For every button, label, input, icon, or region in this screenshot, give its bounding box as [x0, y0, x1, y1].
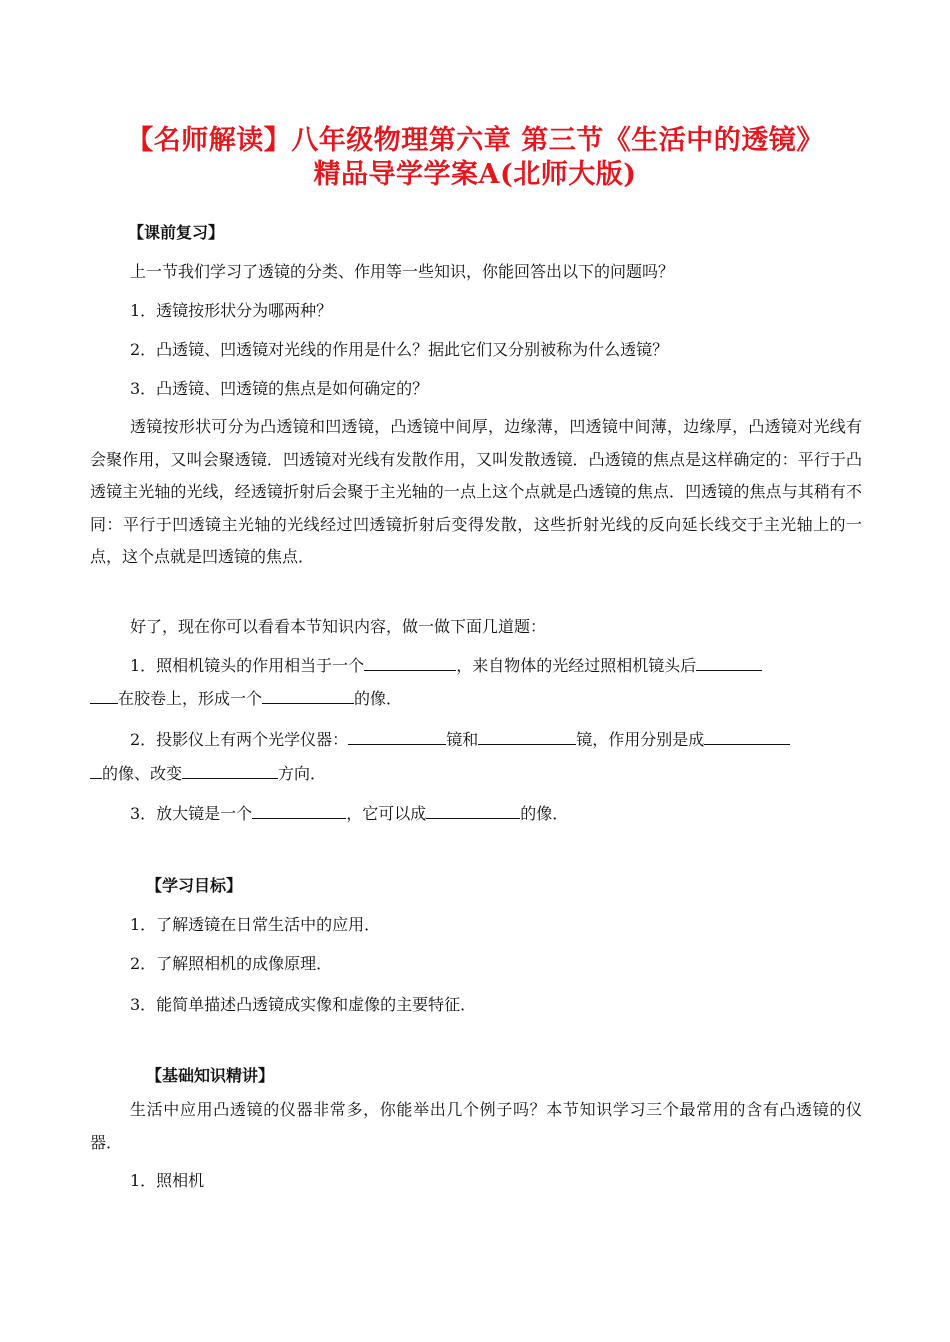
review-question-3: 3．凸透镜、凹透镜的焦点是如何确定的？: [130, 379, 429, 398]
exercise-2-text-d: 的像、改变: [102, 764, 183, 783]
exercise-2-text-e: 方向．: [278, 764, 327, 783]
review-question-1: 1．透镜按形状分为哪两种？: [130, 301, 333, 320]
answer-blank[interactable]: [696, 654, 762, 671]
basics-heading: 【基础知识精讲】: [146, 1066, 275, 1085]
goals-heading: 【学习目标】: [146, 876, 243, 895]
answer-blank[interactable]: [90, 687, 118, 704]
basics-paragraph: 生活中应用凸透镜的仪器非常多，你能举出几个例子吗？本节知识学习三个最常用的含有凸透镜的仪器．: [90, 1100, 862, 1152]
exercise-3: [130, 801, 568, 824]
answer-blank[interactable]: [478, 728, 576, 745]
exercise-3-text-b: ，它可以成: [346, 804, 427, 823]
review-intro: 上一节我们学习了透镜的分类、作用等一些知识，你能回答出以下的问题吗？: [130, 262, 675, 281]
answer-blank[interactable]: [426, 802, 520, 819]
exercise-1-line2: [90, 686, 402, 709]
review-question-2: 2．凸透镜、凹透镜对光线的作用是什么？据此它们又分别被称为什么透镜？: [130, 340, 669, 359]
exercise-2-line1: [130, 727, 790, 750]
basics-item-1: 1．照相机: [130, 1171, 205, 1190]
answer-blank[interactable]: [348, 728, 446, 745]
exercise-2-line2: [90, 761, 326, 784]
review-answer-paragraph: 透镜按形状可分为凸透镜和凹透镜，凸透镜中间厚，边缘薄，凹透镜中间薄，边缘厚，凸透镜对光线有会聚作用，又叫会聚透镜．凹透镜对光线有发散作用，又叫发散透镜．凸透镜的焦点是这样确定的：平行于凸透镜主光轴的光线，经透镜折射后会聚于主光轴的一点上这个点就是凸透镜的焦点．凹透镜的焦点与其稍有不同：平行于凹透镜主光轴的光线经过凹透镜折射后变得发散，这些折射光线的反向延长线交于主光轴上的一点，这个点就是凹透镜的焦点．: [90, 417, 862, 566]
exercise-1-text-c: 在胶卷上，形成一个: [118, 689, 263, 708]
exercise-1-text-a: 1．照相机镜头的作用相当于一个: [130, 656, 365, 675]
exercise-prompt: 好了，现在你可以看看本节知识内容，做一做下面几道题：: [130, 617, 547, 636]
review-heading: 【课前复习】: [128, 223, 225, 242]
exercise-3-text-c: 的像．: [520, 804, 569, 823]
answer-blank[interactable]: [262, 687, 354, 704]
exercise-1-text-b: ，来自物体的光经过照相机镜头后: [456, 656, 697, 675]
exercise-3-text-a: 3．放大镜是一个: [130, 804, 253, 823]
exercise-2-text-a: 2．投影仪上有两个光学仪器：: [130, 730, 349, 749]
document-title-line1: 【名师解读】八年级物理第六章 第三节《生活中的透镜》: [126, 125, 824, 156]
exercise-2-text-c: 镜，作用分别是成: [576, 730, 705, 749]
answer-blank[interactable]: [364, 654, 456, 671]
goal-3: 3．能简单描述凸透镜成实像和虚像的主要特征．: [130, 995, 477, 1014]
answer-blank[interactable]: [182, 762, 278, 779]
exercise-1-line1: [130, 653, 762, 676]
answer-blank[interactable]: [252, 802, 346, 819]
exercise-2-text-b: 镜和: [446, 730, 479, 749]
answer-blank[interactable]: [704, 728, 790, 745]
goal-1: 1．了解透镜在日常生活中的应用．: [130, 915, 381, 934]
goal-2: 2．了解照相机的成像原理．: [130, 954, 333, 973]
document-title-line2: 精品导学学案A(北师大版): [313, 159, 637, 190]
exercise-1-text-d: 的像．: [354, 689, 403, 708]
answer-blank[interactable]: [90, 762, 102, 779]
